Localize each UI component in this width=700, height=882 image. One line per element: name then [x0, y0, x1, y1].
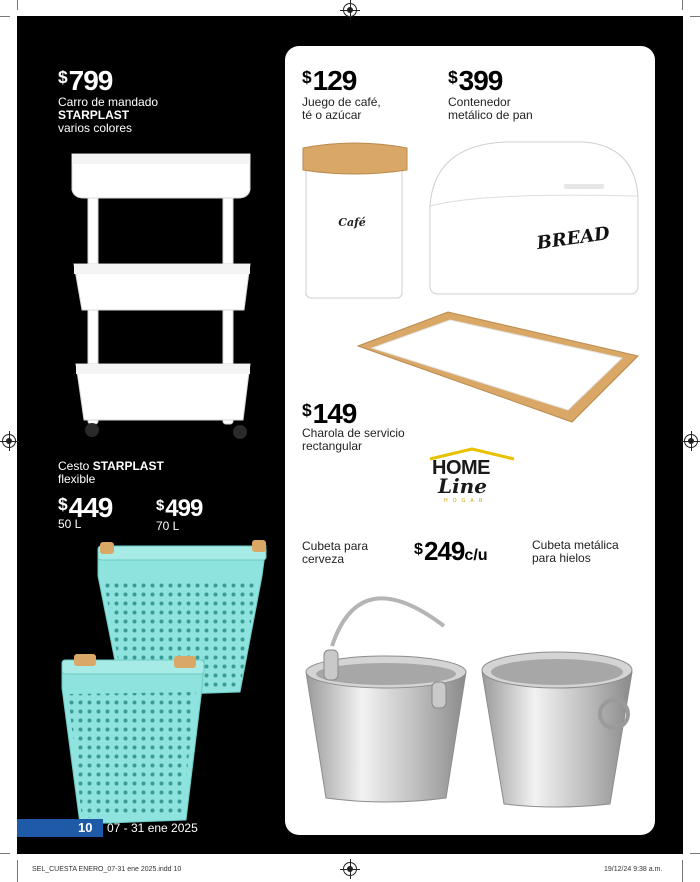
- beer-bucket-description: Cubeta para cerveza: [302, 539, 369, 566]
- tray-image: [348, 306, 644, 428]
- date-range: 07 - 31 ene 2025: [107, 821, 198, 835]
- registration-mark-top: [343, 3, 357, 17]
- basket-small-price: $449: [58, 492, 113, 523]
- basket-small-size: 50 L: [58, 517, 82, 531]
- basket-large-price: $499: [156, 495, 203, 522]
- coffee-description: Juego de café, té o azúcar: [302, 95, 381, 122]
- crop-mark: [682, 0, 683, 10]
- print-slug-stamp: 19/12/24 9:38 a.m.: [604, 866, 663, 873]
- coffee-canister-image: [300, 142, 410, 302]
- breadbox-description: Contenedor metálico de pan: [448, 95, 533, 122]
- crop-mark: [17, 860, 18, 882]
- page-number: 10: [78, 820, 93, 835]
- tray-price: $149: [302, 398, 357, 429]
- beer-bucket-image: [300, 576, 472, 806]
- breadbox-label: BREAD: [535, 223, 612, 255]
- home-line-logo: [424, 447, 520, 509]
- logo-word-home: HOME: [432, 457, 490, 479]
- ice-bucket-description: Cubeta metálica para hielos: [532, 538, 619, 565]
- registration-mark-right: [684, 434, 698, 448]
- basket-description: Cesto STARPLAST flexible: [58, 459, 164, 486]
- ice-bucket-image: [478, 648, 636, 810]
- cart-image: [68, 150, 258, 442]
- registration-mark-bottom: [343, 862, 357, 876]
- crop-mark: [690, 853, 700, 854]
- crop-mark: [0, 16, 10, 17]
- logo-tagline: HOGAR: [444, 498, 488, 504]
- baskets-image: [58, 536, 270, 826]
- buckets-price: $249c/u: [414, 536, 488, 566]
- cart-price: $799: [58, 65, 113, 96]
- cart-description: Carro de mandado STARPLAST varios colores: [58, 95, 159, 135]
- coffee-price: $129: [302, 65, 357, 96]
- basket-large-size: 70 L: [156, 519, 180, 533]
- crop-mark: [682, 860, 683, 882]
- coffee-label: Café: [338, 216, 366, 229]
- crop-mark: [17, 0, 18, 10]
- registration-mark-left: [2, 434, 16, 448]
- crop-mark: [0, 853, 10, 854]
- logo-word-line: Line: [438, 474, 487, 498]
- crop-mark: [690, 16, 700, 17]
- breadbox-image: [424, 136, 646, 300]
- tray-description: Charola de servicio rectangular: [302, 426, 405, 453]
- breadbox-price: $399: [448, 65, 503, 96]
- print-slug-file: SEL_CUESTA ENERO_07-31 ene 2025.indd 10: [32, 866, 182, 873]
